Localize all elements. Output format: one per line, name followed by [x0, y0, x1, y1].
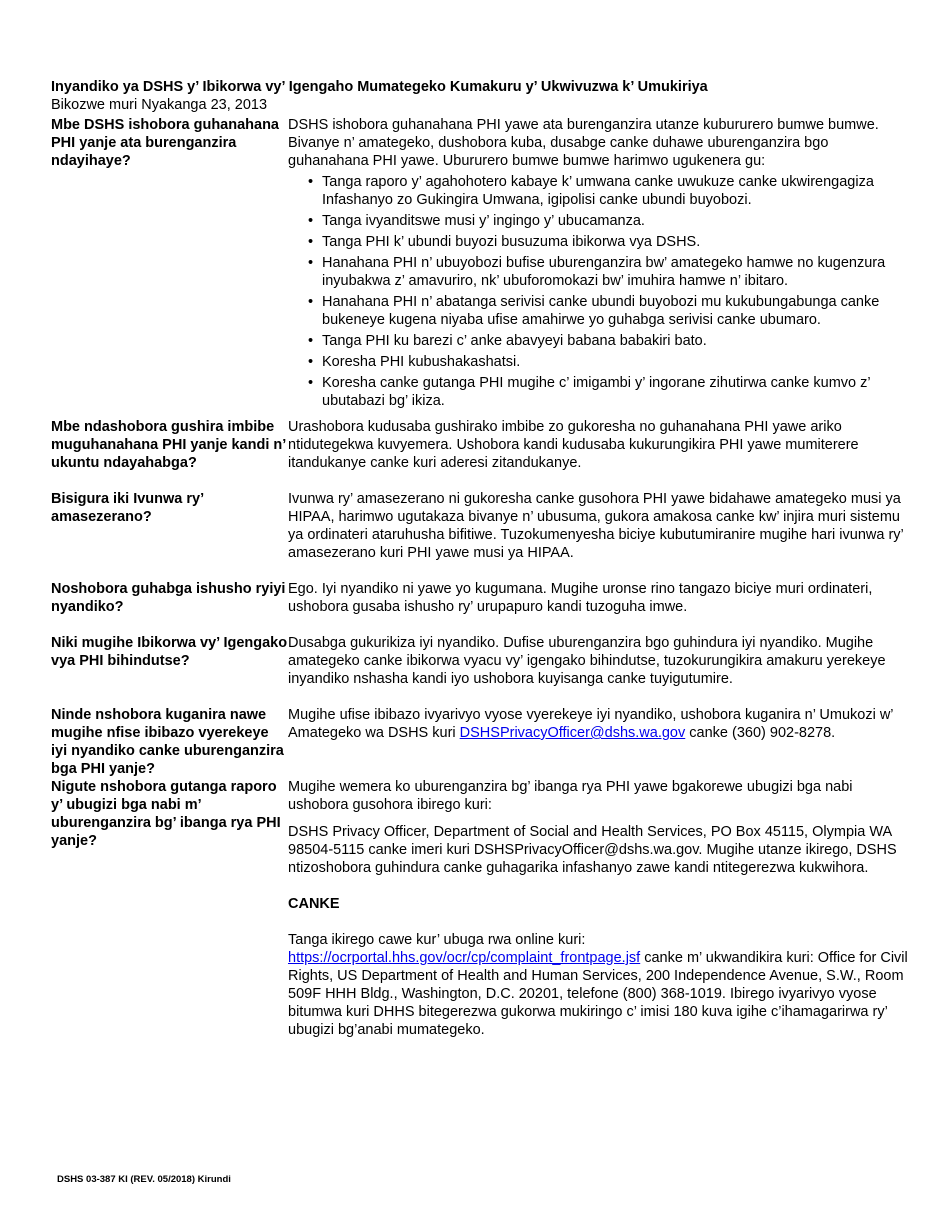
- section-answer: [288, 706, 911, 778]
- section-question: Nigute nshobora gutanga raporo y’ ubugizi bga nabi m’ uburenganzira bg’ ibanga rya PHI yanje?: [51, 779, 281, 849]
- section-report-violation: [51, 778, 911, 1039]
- list-item: • Hanahana PHI n’ ubuyobozi bufise uburenganzira bw’ amategeko hamwe no kugenzura inyubakwa z’ amavuriro, nk’ ubuforomokazi bw’ imuhira hamwe n’ ibitaro.: [288, 254, 911, 290]
- answer-text: canke m’ ukwandikira kuri: Office for Civil Rights, US Department of Health and Human Services, 200 Independence Avenue, S.W., Room 509F HHH Bldg., Washington, D.C. 20201, telefone (800) 368-1019. Ibirego ivyarivyo vyose bitumwa kuri DHHS bitegerezwa gukorwa mukiringo c’ imisi 180 kuva igihe c’ihamagarirwa ry’ ubugizi bg’anabi mumategeko.: [288, 950, 908, 1038]
- answer-paragraph: Mugihe wemera ko uburenganzira bg’ ibanga rya PHI yawe bgakorewe ubugizi bga nabi ushobora gusohora ibirego kuri:: [288, 779, 853, 813]
- list-item: • Tanga ivyanditswe musi y’ ingingo y’ ubucamanza.: [288, 212, 911, 230]
- document-title: Inyandiko ya DSHS y’ Ibikorwa vy’ Igengaho Mumategeko Kumakuru y’ Ukwivuzwa k’ Umukiriya: [51, 79, 708, 95]
- list-item: • Tanga PHI k’ ubundi buyozi busuzuma ibikorwa vya DSHS.: [288, 233, 911, 251]
- section-breach: [51, 490, 911, 562]
- section-limits: [51, 418, 911, 472]
- document-date: Bikozwe muri Nyakanga 23, 2013: [51, 97, 268, 113]
- answer-text: Mugihe ufise ibibazo ivyarivyo vyose vyerekeye iyi nyandiko, ushobora kuganira n’ Umukozi w’ Amategeko wa DSHS kuri: [288, 707, 893, 741]
- list-item: • Tanga raporo y’ agahohotero kabaye k’ umwana canke uwukuze canke ukwirengagiza Infashanyo zo Gukingira Umwana, igipolisi canke ubundi buyobozi.: [288, 173, 911, 209]
- answer-text: canke (360) 902-8278.: [685, 725, 836, 741]
- section-question: Mbe ndashobora gushira imbibe muguhanahana PHI yanje kandi n’ ukuntu ndayahabga?: [51, 419, 286, 471]
- ocr-portal-link[interactable]: https://ocrportal.hhs.gov/ocr/cp/complaint_frontpage.jsf: [288, 950, 641, 966]
- list-item: • Koresha canke gutanga PHI mugihe c’ imigambi y’ ingorane zihutirwa canke kumvo z’ ubutabazi bg’ ikiza.: [288, 374, 911, 410]
- list-item: • Hanahana PHI n’ abatanga serivisi canke ubundi buyobozi mu kukubungabunga canke bukeneye kugena niyaba ufise amahirwe yo guhabga serivisi canke ubumaro.: [288, 293, 911, 329]
- section-changes: [51, 634, 911, 688]
- answer-paragraph: DSHS Privacy Officer, Department of Social and Health Services, PO Box 45115, Olympia WA 98504-5115 canke imeri kuri DSHSPrivacyOfficer@dshs.wa.gov. Mugihe utanze ikirego, DSHS ntizoshobora guhindura canke guhagarika infashanyo zawe kandi ntitegerezwa kukwihora.: [288, 824, 897, 876]
- section-answer: Ego. Iyi nyandiko ni yawe yo kugumana. Mugihe uronse rino tangazo biciye muri ordinateri, ushobora gusaba ishusho ry’ urupapuro kandi tuzoguha imwe.: [288, 581, 873, 615]
- examples-list: [288, 173, 911, 410]
- privacy-officer-email-link[interactable]: DSHSPrivacyOfficer@dshs.wa.gov: [459, 725, 686, 741]
- list-item: • Tanga PHI ku barezi c’ anke abavyeyi babana babakiri bato.: [288, 332, 911, 350]
- section-answer: Dusabga gukurikiza iyi nyandiko. Dufise uburenganzira bgo guhindura iyi nyandiko. Mugihe amategeko canke ibikorwa vyacu vy’ igengako bihindutse, tuzokurungikira amakuru yerekeye inyandiko nshasha kandi iyo ushobora kuyisanga canke tuyigutumire.: [288, 635, 886, 687]
- section-question: Noshobora guhabga ishusho ryiyi nyandiko?: [51, 581, 286, 615]
- section-question: Bisigura iki Ivunwa ry’ amasezerano?: [51, 491, 204, 525]
- section-intro: DSHS ishobora guhanahana PHI yawe ata burenganzira utanze kubururero bumwe bumwe. Bivanye n’ amategeko, dushobora kuba, dusabge canke duhawe uburenganzira bgo guhanahana PHI yawe. Ubururero bumwe bumwe harimwo ugukenera gu:: [288, 117, 879, 169]
- section-share-without-consent: [51, 116, 911, 410]
- section-answer: [288, 116, 911, 410]
- section-question: Niki mugihe Ibikorwa vy’ Igengako vya PHI bihindutse?: [51, 635, 288, 669]
- section-answer: Urashobora kudusaba gushirako imbibe zo gukoresha no guhanahana PHI yawe ariko ntidutegekwa kuvyemera. Ushobora kandi kudusaba kukurungikira PHI yawe mumiterere itandukanye canke kuri aderesi zitandukanye.: [288, 419, 859, 471]
- section-copy: [51, 580, 911, 616]
- section-answer: [288, 778, 911, 1039]
- section-question: Ninde nshobora kuganira nawe mugihe nfise ibibazo vyerekeye iyi nyandiko canke uburenganzira bga PHI yanje?: [51, 707, 284, 777]
- or-label: CANKE: [288, 896, 340, 912]
- document-page: [51, 78, 911, 1039]
- list-item: • Koresha PHI kubushakashatsi.: [288, 353, 911, 371]
- section-answer: Ivunwa ry’ amasezerano ni gukoresha canke gusohora PHI yawe bidahawe amategeko musi ya HIPAA, harimwo ugutakaza bivanye n’ ubusuma, gukora amakosa canke kw’ injira muri sistemu ya ordinateri ataruhusha bifitiwe. Tuzokumenyesha biciye kubutumiranire mugihe hari ivunwa ry’ amasezerano kuri PHI yawe musi ya HIPAA.: [288, 491, 904, 561]
- section-question: Mbe DSHS ishobora guhanahana PHI yanje ata burenganzira ndayihaye?: [51, 117, 279, 169]
- answer-paragraph: [288, 931, 911, 1039]
- section-contact: [51, 706, 911, 778]
- answer-text: Tanga ikirego cawe kur’ ubuga rwa online kuri:: [288, 932, 586, 948]
- form-footer: DSHS 03-387 KI (REV. 05/2018) Kirundi: [57, 1174, 231, 1185]
